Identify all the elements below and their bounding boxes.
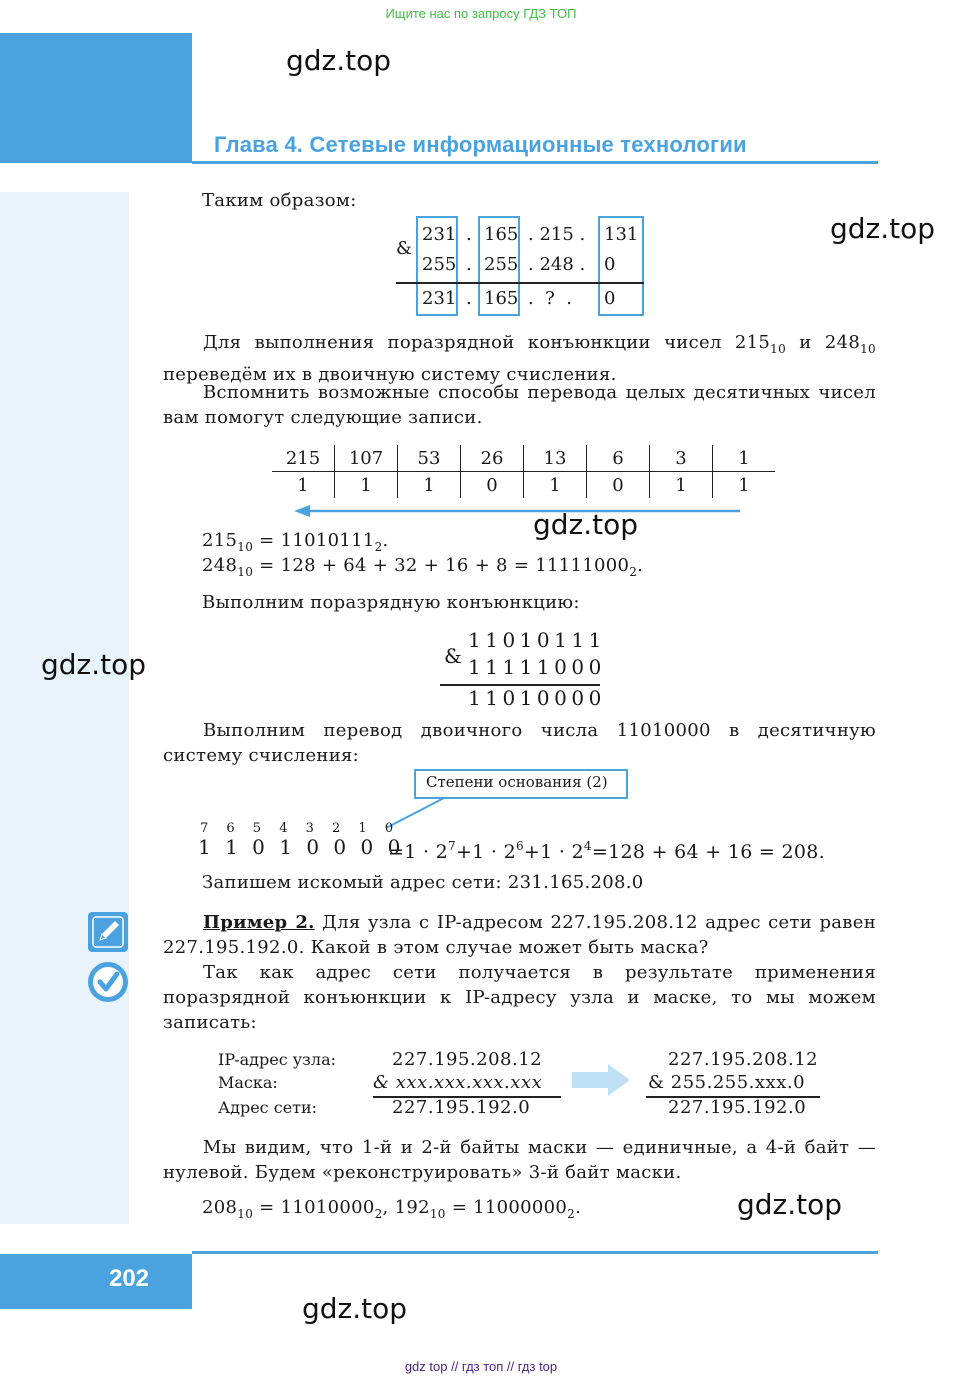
paragraph-3: Выполним поразрядную конъюнкцию: (202, 592, 580, 613)
text: =1 · 2 (388, 841, 449, 863)
paragraph-6: Мы видим, что 1-й и 2-й байты маски — единичные, а 4-й байт — нулевой. Будем «реконструировать» 3-й байт маски. (163, 1137, 876, 1183)
quotient: 107 (335, 445, 398, 472)
row-label: Маска: (218, 1073, 278, 1092)
equation-248 (202, 553, 643, 585)
cell: . 248 . (528, 254, 586, 275)
quotient: 1 (713, 445, 776, 472)
ip-value: 227.195.208.12 (392, 1049, 543, 1070)
right-arrow-icon (570, 1062, 632, 1098)
text: . (382, 530, 389, 551)
remainder: 0 (587, 472, 650, 499)
watermark: gdz.top (830, 212, 936, 245)
subscript: 10 (770, 342, 787, 356)
quotient: 6 (587, 445, 650, 472)
cell: 165 (484, 224, 519, 245)
remainder: 0 (461, 472, 524, 499)
network-value: 227.195.192.0 (668, 1097, 807, 1118)
text: +1 · 2 (455, 841, 516, 863)
cell: 231 (422, 288, 457, 309)
quotient: 53 (398, 445, 461, 472)
conversion-table (272, 445, 775, 498)
equation-208-192 (202, 1195, 581, 1227)
row-label: IP-адрес узла: (218, 1050, 336, 1069)
exponent: 4 (583, 839, 592, 853)
chapter-title: Глава 4. Сетевые информационные технологии (214, 132, 747, 157)
cell: 0 (604, 288, 616, 309)
cell: 131 (604, 224, 639, 245)
cell: 165 (484, 288, 519, 309)
paragraph-5: Так как адрес сети получается в результате применения поразрядной конъюнкции к IP-адресу узла и маске, то мы можем записать: (163, 962, 876, 1033)
bottom-note[interactable]: gdz top // гдз топ // гдз top (404, 1359, 558, 1374)
text: 215 (202, 530, 238, 551)
remainder: 1 (398, 472, 461, 499)
quotient: 26 (461, 445, 524, 472)
subscript: 10 (237, 540, 254, 554)
and-result-line (396, 282, 644, 284)
intro-text: Таким образом: (202, 190, 357, 211)
paragraph-1 (163, 330, 876, 387)
example-2 (163, 910, 876, 960)
and-operator: & (396, 238, 413, 259)
text: = 11010111 (253, 530, 375, 551)
cell: 255 (422, 254, 457, 275)
subscript: 2 (629, 565, 638, 579)
remainder: 1 (650, 472, 713, 499)
watermark: gdz.top (737, 1188, 843, 1221)
text: = 11000000 (445, 1197, 568, 1218)
cell: 255 (484, 254, 519, 275)
watermark: gdz.top (533, 508, 639, 541)
text: переведём их в двоичную систему счисления. (163, 364, 617, 385)
power-indices: 7 6 5 4 3 2 1 0 (200, 821, 401, 836)
subscript: 10 (237, 565, 254, 579)
exponent: 7 (448, 839, 456, 853)
subscript: 10 (429, 1207, 446, 1221)
binary-and (440, 626, 606, 716)
subscript: 2 (374, 540, 383, 554)
text: +1 · 2 (523, 841, 584, 863)
subscript: 10 (860, 342, 876, 356)
binary-expansion (388, 834, 825, 865)
footer-rule (192, 1251, 878, 1254)
quotient: 3 (650, 445, 713, 472)
cell: . (466, 288, 472, 309)
conversion-grid (272, 445, 775, 498)
pencil-icon (88, 912, 128, 952)
text: 208 (202, 1197, 238, 1218)
cell: . ? . (528, 288, 572, 309)
exponent: 6 (515, 839, 524, 853)
text: . (637, 555, 644, 576)
text: и (786, 332, 812, 353)
network-address-line: Запишем искомый адрес сети: 231.165.208.0 (202, 872, 644, 893)
ip-value: 227.195.208.12 (668, 1049, 819, 1070)
paragraph-2: Вспомнить возможные способы перевода целых десятичных чисел вам помогут следующие записи. (163, 382, 876, 428)
operand-1: 11010111 (468, 628, 606, 652)
subscript: 2 (374, 1207, 383, 1221)
and-table (392, 216, 652, 318)
read-direction-arrow (292, 502, 744, 518)
watermark: gdz.top (302, 1292, 408, 1325)
and-operator: & (444, 644, 462, 668)
side-panel (0, 192, 129, 1224)
mask-table (218, 1050, 838, 1122)
checkmark-icon (88, 962, 128, 1002)
mask-value: & 255.255.xxx.0 (648, 1072, 806, 1093)
remainder: 1 (713, 472, 776, 499)
quotient: 215 (272, 445, 335, 472)
binary-digits: 1 1 0 1 0 0 0 0 (198, 835, 405, 859)
text: 248 (202, 555, 238, 576)
text: = 11010000 (253, 1197, 375, 1218)
page-number: 202 (108, 1265, 150, 1292)
header-block (0, 33, 192, 163)
subscript: 10 (237, 1207, 254, 1221)
text: = 128 + 64 + 32 + 16 + 8 = 11111000 (253, 555, 630, 576)
remainder: 1 (297, 474, 309, 496)
remainder: 1 (524, 472, 587, 499)
chapter-rule (192, 161, 878, 164)
cell: . (466, 254, 472, 275)
top-note[interactable]: Ищите нас по запросу ГДЗ ТОП (385, 6, 577, 21)
cell: 231 (422, 224, 457, 245)
text: Для узла с IP-адресом 227.195.208.12 адрес сети равен 227.195.192.0. Какой в этом случае может быть маска? (163, 912, 876, 958)
text: , 192 (382, 1197, 430, 1218)
cell: . 215 . (528, 224, 586, 245)
watermark: gdz.top (41, 648, 147, 681)
subscript: 2 (567, 1207, 576, 1221)
network-value: 227.195.192.0 (392, 1097, 531, 1118)
text: . (575, 1197, 582, 1218)
watermark: gdz.top (286, 44, 392, 77)
text: =128 + 64 + 16 = 208. (591, 841, 825, 863)
powers-callout: Степени основания (2) (414, 769, 628, 799)
paragraph-4: Выполним перевод двоичного числа 11010000 в десятичную систему счисления: (163, 720, 876, 766)
row-label: Адрес сети: (218, 1098, 318, 1117)
remainder: 1 (335, 472, 398, 499)
mask-value: & xxx.xxx.xxx.xxx (373, 1072, 543, 1093)
cell: . (466, 224, 472, 245)
cell: 0 (604, 254, 616, 275)
text: 248 (824, 332, 861, 353)
operand-2: 11111000 (468, 655, 606, 679)
example-label: Пример 2. (203, 912, 315, 933)
result: 11010000 (468, 686, 606, 710)
text: Для выполнения поразрядной конъюнкции чисел 215 (203, 332, 771, 353)
quotient: 13 (524, 445, 587, 472)
